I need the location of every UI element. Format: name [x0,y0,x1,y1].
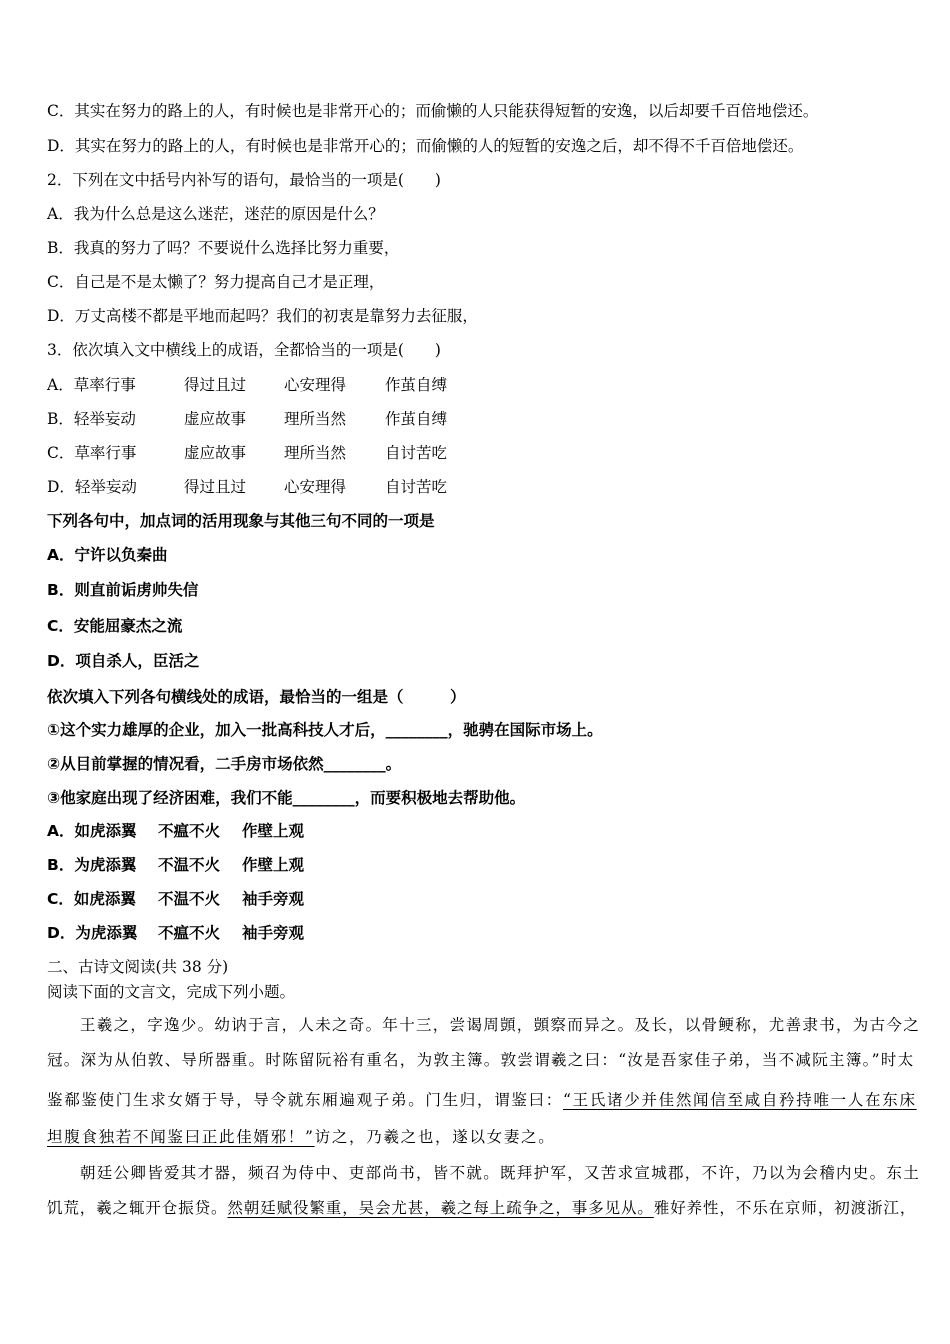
q2-stem: 2．下列在文中括号内补写的语句，最恰当的一项是( ) [47,171,441,189]
classical-p1-line1: 王羲之，字逸少。幼讷于言，人未之奇。年十三，尝谒周顗，顗察而异之。及长，以骨鲠称，尤善隶书，为古今之 [80,1016,921,1034]
q3-option-idiom: 得过且过 [184,376,247,394]
q3-option-c [47,442,447,464]
q2-option-c: C．自己是不是太懒了？努力提高自己才是正理， [47,273,385,291]
q1-option-c: C．其实在努力的路上的人，有时候也是非常开心的；而偷懒的人只能获得短暂的安逸，以后却要千百倍地偿还。 [47,102,819,120]
underlined-passage: 坦腹食独若不闻鉴曰正此佳婿邪！” [47,1128,315,1146]
q3-option-idiom: 作茧自缚 [385,376,448,394]
q5-option-key: A．如虎添翼 [47,822,137,840]
q3-option-idiom: 理所当然 [284,444,347,462]
q5-option-idiom: 作壁上观 [242,822,305,840]
q5-option-idiom: 不温不火 [158,890,221,908]
q5-option-idiom: 袖手旁观 [242,924,305,942]
q5-option-a [47,820,304,842]
q3-option-idiom: 虚应故事 [184,410,247,428]
classical-p1-line3 [47,1089,917,1111]
classical-p2-line1: 朝廷公卿皆爱其才器，频召为侍中、吏部尚书，皆不就。既拜护军，又苦求宣城郡，不许，乃以为会稽内史。东土 [80,1164,921,1182]
q2-option-a: A．我为什么总是这么迷茫，迷茫的原因是什么？ [47,205,384,223]
q3-option-key: B．轻举妄动 [47,410,136,428]
q3-option-key: C．草率行事 [47,444,137,462]
q3-option-idiom: 心安理得 [284,376,347,394]
q5-option-idiom: 不瘟不火 [158,924,221,942]
q5-sentence-3: ③他家庭出现了经济困难，我们不能________，而要积极地去帮助他。 [47,789,526,807]
classical-p1-line2: 冠。深为从伯敦、导所器重。时陈留阮裕有重名，为敦主簿。敦尝谓羲之曰：“汝是吾家佳子弟，当不减阮主簿。”时太 [47,1051,915,1069]
q3-option-d [47,476,447,498]
underlined-passage: 然朝廷赋役繁重，吴会尤甚，羲之每上疏争之，事多见从。 [227,1199,654,1217]
q5-option-d [47,922,304,944]
q5-stem: 依次填入下列各句横线处的成语，最恰当的一组是（ ） [47,688,466,706]
classical-p2-line2 [47,1197,916,1219]
classical-p1-line4 [47,1126,555,1148]
q3-option-idiom: 心安理得 [284,478,347,496]
underlined-passage: “王氏诸少并佳然闻信至咸自矜持唯一人在东床 [563,1091,917,1109]
q3-option-idiom: 理所当然 [284,410,347,428]
section-instruction: 阅读下面的文言文，完成下列小题。 [47,983,296,1001]
q3-option-key: A．草率行事 [47,376,136,394]
q4-option-d: D．项自杀人，臣活之 [47,652,200,670]
q3-option-idiom: 自讨苦吃 [385,444,448,462]
q5-option-key: D．为虎添翼 [47,924,138,942]
q4-option-a: A．宁许以负秦曲 [47,546,168,564]
q3-option-idiom: 虚应故事 [184,444,247,462]
q5-option-idiom: 作壁上观 [242,856,305,874]
q3-option-b [47,408,447,430]
q5-option-idiom: 袖手旁观 [242,890,305,908]
q5-option-key: C．如虎添翼 [47,890,136,908]
q5-option-key: B．为虎添翼 [47,856,137,874]
q4-option-c: C．安能屈豪杰之流 [47,617,183,635]
classical-text: 鉴郗鉴使门生求女婿于导，导令就东厢遍观子弟。门生归，谓鉴曰： [47,1091,564,1109]
classical-text: 访之，乃羲之也，遂以女妻之。 [314,1128,556,1146]
section-title: 二、古诗文阅读(共 38 分) [47,958,229,976]
q1-option-d: D．其实在努力的路上的人，有时候也是非常开心的；而偷懒的人的短暂的安逸之后，却不得不千百倍地偿还。 [47,137,804,155]
q3-option-idiom: 作茧自缚 [385,410,448,428]
q3-option-a [47,374,447,396]
classical-text: 饥荒，羲之辄开仓振贷。 [47,1199,228,1217]
q5-sentence-2: ②从目前掌握的情况看，二手房市场依然________。 [47,755,402,773]
q5-option-b [47,854,304,876]
q3-option-idiom: 自讨苦吃 [385,478,448,496]
q2-option-d: D．万丈高楼不都是平地而起吗？我们的初衷是靠努力去征服， [47,307,478,325]
q3-stem: 3．依次填入文中横线上的成语，全都恰当的一项是( ) [47,341,441,359]
q2-option-b: B．我真的努力了吗？不要说什么选择比努力重要， [47,239,400,257]
q4-stem: 下列各句中，加点词的活用现象与其他三句不同的一项是 [47,512,435,530]
classical-text: 雅好养性，不乐在京师，初渡浙江， [653,1199,917,1217]
q4-option-b: B．则直前诟虏帅失信 [47,581,199,599]
q5-option-c [47,888,304,910]
q3-option-idiom: 得过且过 [184,478,247,496]
q5-option-idiom: 不温不火 [158,856,221,874]
q5-sentence-1: ①这个实力雄厚的企业，加入一批高科技人才后，________，驰骋在国际市场上。 [47,721,603,739]
q5-option-idiom: 不瘟不火 [158,822,221,840]
q3-option-key: D．轻举妄动 [47,478,137,496]
